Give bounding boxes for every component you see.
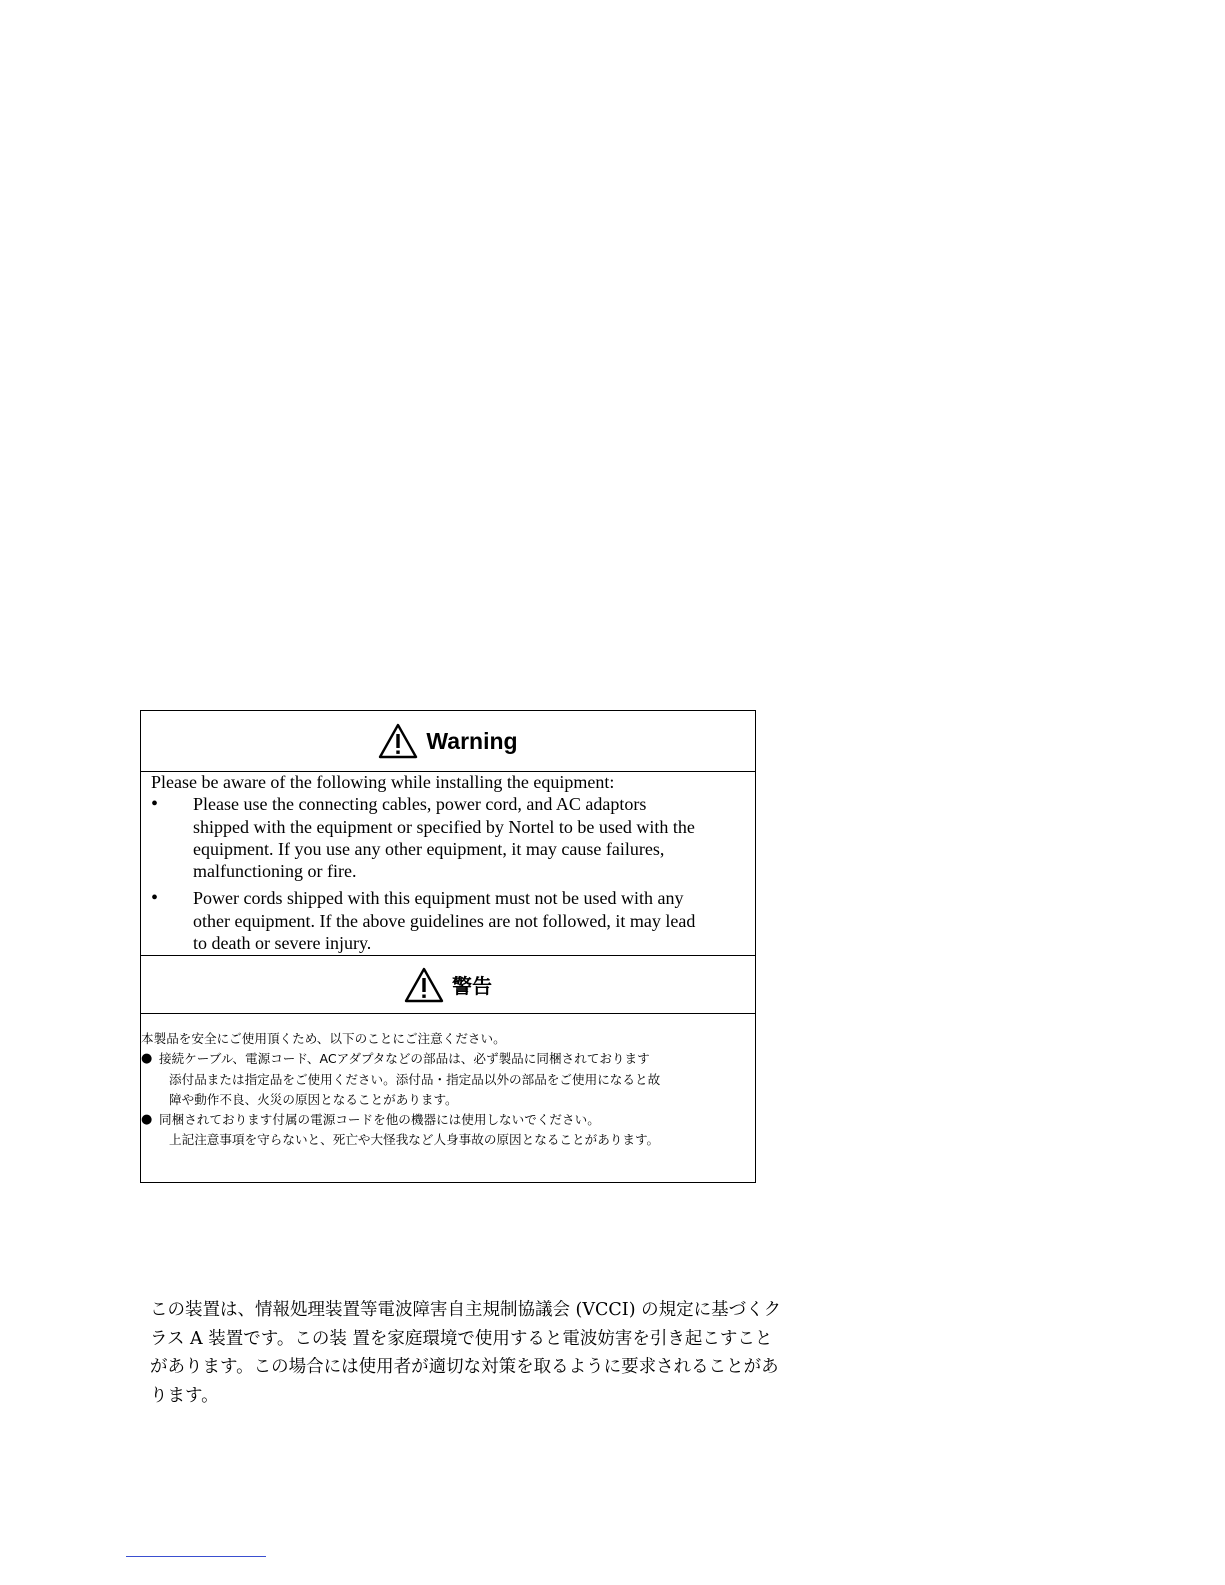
warning-bullet-line: shipped with the equipment or specified by Nortel to be used with the xyxy=(193,816,695,837)
keikoku-bullet-line: 障や動作不良、火災の原因となることがあります。 xyxy=(169,1091,458,1107)
warning-bullet-line: malfunctioning or fire. xyxy=(193,861,357,882)
warning-bullet-line: Please use the connecting cables, power cord, and AC adaptors xyxy=(193,794,647,815)
warning-body xyxy=(151,771,749,954)
warning-bullet-line: to death or severe injury. xyxy=(193,933,372,954)
vcci-notice xyxy=(150,1296,870,1410)
warning-bullet-1 xyxy=(151,793,749,882)
warning-box xyxy=(140,710,756,1183)
bullet-dot: ● xyxy=(141,1051,153,1067)
keikoku-title: 警告 xyxy=(452,974,492,998)
vcci-line: ります。 xyxy=(150,1385,219,1406)
keikoku-bullet-line: 上記注意事項を守らないと、死亡や大怪我など人身事故の原因となることがあります。 xyxy=(169,1132,660,1148)
warning-triangle-icon xyxy=(404,967,444,1003)
vcci-line: この装置は、情報処理装置等電波障害自主規制協議会 (VCCI) の規定に基づくク xyxy=(150,1300,782,1320)
bullet-dot: • xyxy=(151,887,159,910)
vcci-line: があります。この場合には使用者が適切な対策を取るように要求されることがあ xyxy=(150,1357,779,1377)
keikoku-body xyxy=(141,1029,755,1151)
keikoku-bullet-1 xyxy=(141,1049,755,1069)
warning-triangle-icon xyxy=(378,723,418,759)
bullet-dot: • xyxy=(151,793,159,816)
warning-bullet-line: equipment. If you use any other equipment, it may cause failures, xyxy=(193,838,665,859)
warning-bullet-2 xyxy=(151,887,749,954)
vcci-line: ラス A 装置です。この装 置を家庭環境で使用すると電波妨害を引き起こすこと xyxy=(150,1328,773,1349)
warning-bullet-line: Power cords shipped with this equipment must not be used with any xyxy=(193,888,684,909)
footer-rule xyxy=(126,1556,266,1557)
bullet-dot: ● xyxy=(141,1112,153,1128)
keikoku-header xyxy=(141,955,755,1014)
warning-intro: Please be aware of the following while installing the equipment: xyxy=(151,772,615,792)
keikoku-bullet-line: 接続ケーブル、電源コード、ACアダプタなどの部品は、必ず製品に同梱されております xyxy=(159,1051,650,1067)
warning-title: Warning xyxy=(426,727,518,754)
keikoku-bullet-line: 添付品または指定品をご使用ください。添付品・指定品以外の部品をご使用になると故 xyxy=(169,1071,661,1087)
keikoku-bullet-line: 同梱されております付属の電源コードを他の機器には使用しないでください。 xyxy=(159,1112,600,1128)
warning-bullet-line: other equipment. If the above guidelines are not followed, it may lead xyxy=(193,910,696,931)
keikoku-bullet-2 xyxy=(141,1110,755,1130)
warning-header xyxy=(141,711,755,772)
keikoku-intro: 本製品を安全にご使用頂くため、以下のことにご注意ください。 xyxy=(141,1031,506,1046)
